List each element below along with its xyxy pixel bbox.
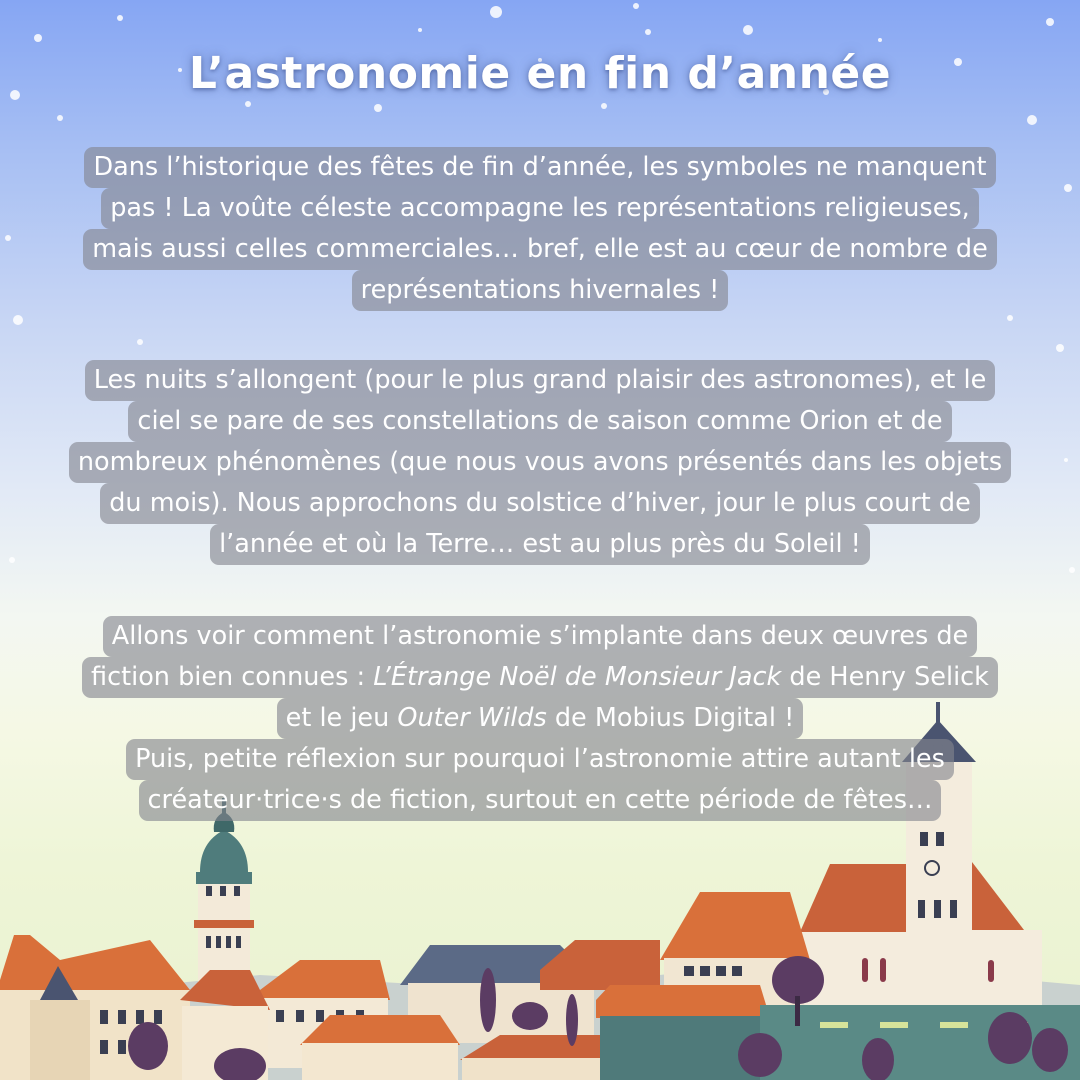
paragraph-line: nombreux phénomènes (que nous vous avons présentés dans les objets: [69, 442, 1011, 483]
line-text: et le jeu: [285, 703, 398, 733]
work-title-outer-wilds: Outer Wilds: [397, 703, 547, 733]
paragraph-line: Allons voir comment l’astronomie s’implante dans deux œuvres de: [103, 616, 977, 657]
seasonal-sky-paragraph: [0, 360, 1080, 565]
page-title: L’astronomie en fin d’année: [188, 48, 892, 99]
line-text: de Mobius Digital !: [546, 703, 795, 733]
paragraph-line: du mois). Nous approchons du solstice d’hiver, jour le plus court de: [100, 483, 980, 524]
line-text: de Henry Selick: [781, 662, 989, 692]
paragraph-line: Puis, petite réflexion sur pourquoi l’astronomie attire autant les: [126, 739, 954, 780]
paragraph-line: créateur·trice·s de fiction, surtout en cette période de fêtes…: [139, 780, 942, 821]
paragraph-line: représentations hivernales !: [352, 270, 729, 311]
work-title-nightmare-before-christmas: L’Étrange Noël de Monsieur Jack: [373, 662, 782, 692]
paragraph-line: Les nuits s’allongent (pour le plus grand plaisir des astronomes), et le: [85, 360, 996, 401]
fiction-works-paragraph: [0, 616, 1080, 821]
paragraph-line: Dans l’historique des fêtes de fin d’année, les symboles ne manquent: [84, 147, 995, 188]
paragraph-line: l’année et où la Terre… est au plus près du Soleil !: [210, 524, 870, 565]
paragraph-line: [82, 657, 998, 698]
left-tower: [194, 798, 254, 990]
intro-paragraph: [0, 147, 1080, 311]
paragraph-line: pas ! La voûte céleste accompagne les représentations religieuses,: [101, 188, 979, 229]
paragraph-line: ciel se pare de ses constellations de saison comme Orion et de: [128, 401, 951, 442]
line-text: fiction bien connues :: [91, 662, 374, 692]
paragraph-line: [277, 698, 804, 739]
paragraph-line: mais aussi celles commerciales… bref, elle est au cœur de nombre de: [83, 229, 997, 270]
